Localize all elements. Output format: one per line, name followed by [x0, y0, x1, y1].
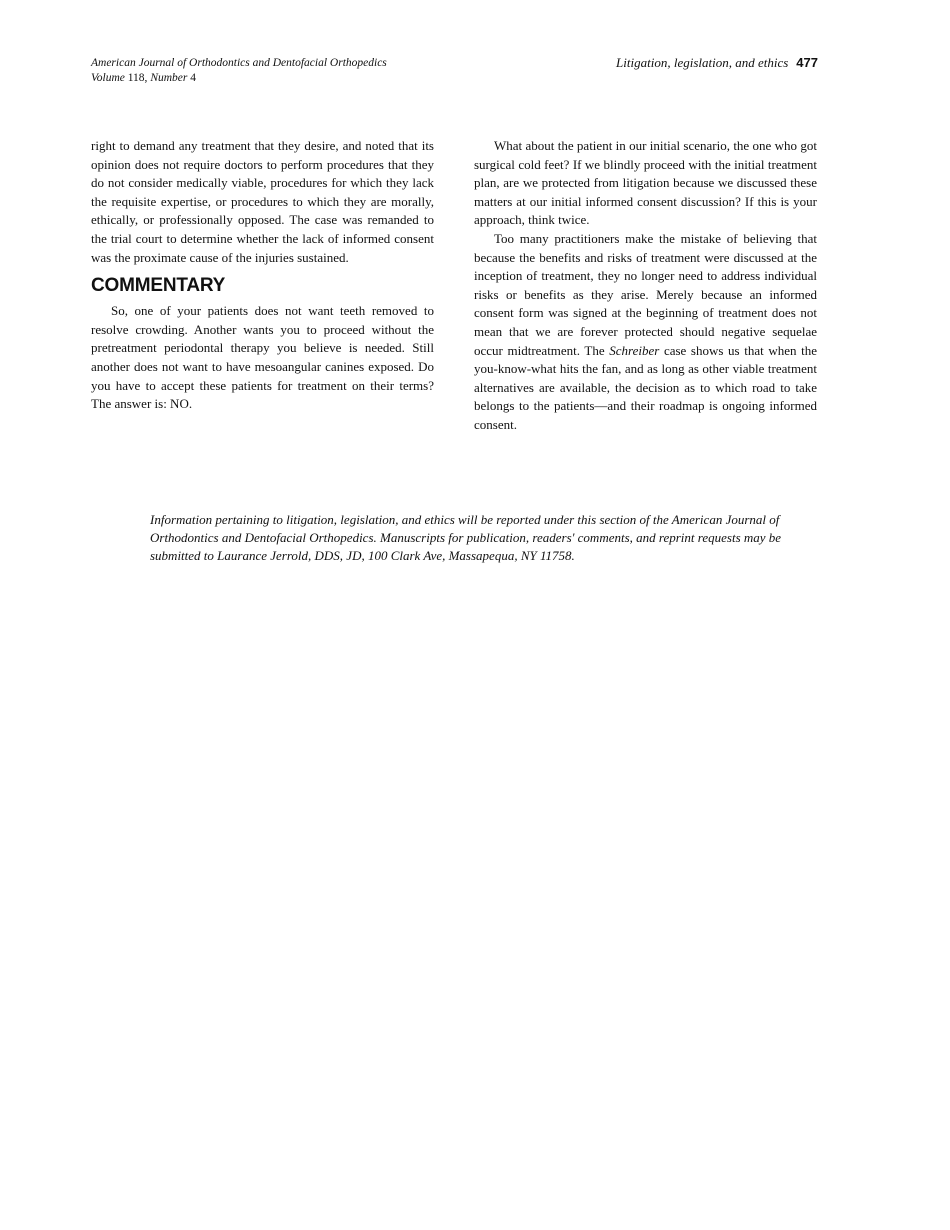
section-title: Litigation, legislation, and ethics: [616, 55, 789, 70]
footnote: Information pertaining to litigation, legislation, and ethics will be reported under this section of the American Journal of Orthodontics and Dentofacial Orthopedics. Manuscripts for publication, readers' comments, and reprint requests may be submitted to Laurance Jerrold, DDS, JD, 100 Clark Ave, Massapequa, NY 11758.: [150, 512, 782, 563]
section-heading: COMMENTARY: [91, 275, 226, 297]
paragraph: [474, 230, 817, 435]
right-column: [474, 137, 817, 435]
case-name: Schreiber: [609, 342, 660, 358]
running-head-left: [91, 56, 387, 86]
running-head-right: [616, 54, 818, 71]
left-column: [91, 137, 434, 414]
journal-title: American Journal of Orthodontics and Dentofacial Orthopedics: [91, 57, 387, 69]
paragraph: right to demand any treatment that they desire, and noted that its opinion does not require doctors to perform procedures that they do not consider medically viable, procedures for which they lack the requisite expertise, or procedures to which they are morally, ethically, or professionally opposed. The case was remanded to the trial court to determine whether the lack of informed consent was the proximate cause of the injuries sustained.: [91, 138, 434, 265]
text-run: case shows us that when the you-know-what hits the fan, and as long as other viable treatment alternatives are available, the decision as to which road to take belongs to the patients—and their roadmap is ongoing informed consent.: [474, 342, 818, 432]
number-label: Number: [150, 72, 188, 84]
page-number: 477: [796, 55, 818, 70]
volume-number: 118,: [127, 72, 148, 84]
volume-label: Volume: [91, 72, 125, 84]
paragraph: So, one of your patients does not want teeth removed to resolve crowding. Another wants you to proceed without the pretreatment periodontal therapy you believe is needed. Still another does not want to have mesoangular canines exposed. Do you have to accept these patients for treatment on their terms? The answer is: NO.: [91, 303, 434, 412]
paragraph: What about the patient in our initial scenario, the one who got surgical cold feet? If we blindly proceed with the initial treatment plan, are we protected from litigation because we discussed these matters at our initial informed consent discussion? If this is your approach, think twice.: [474, 138, 817, 228]
text-run: Too many practitioners make the mistake of believing that because the benefits and risks of treatment were discussed at the inception of treatment, they no longer need to address individual risks or benefits as they arise. Merely because an informed consent form was signed at the beginning of treatment does not mean that we are forever protected should negative sequelae occur midtreatment. The: [474, 230, 817, 358]
volume-issue: [91, 71, 387, 86]
issue-number: 4: [190, 72, 196, 84]
